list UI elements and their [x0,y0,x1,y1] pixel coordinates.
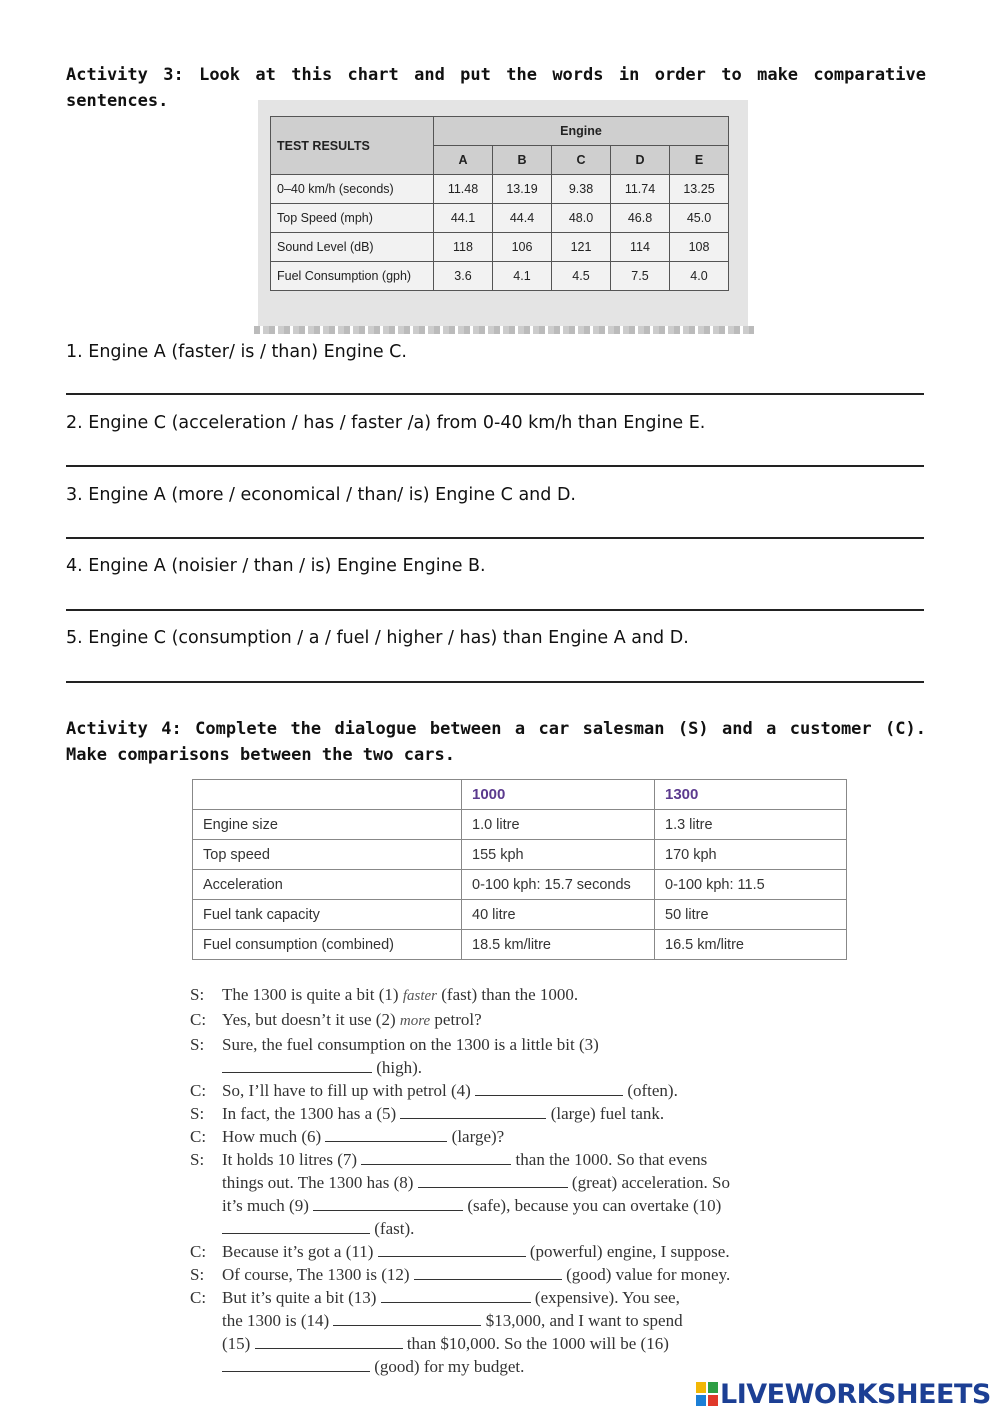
text: (good) value for money. [566,1265,731,1284]
answer-line-5[interactable] [66,681,924,683]
table-row [193,840,847,870]
engine-header-d: D [611,146,670,175]
dialogue-line [190,1102,830,1125]
cell: 13.25 [670,175,729,204]
blank-5[interactable] [400,1104,546,1119]
test-results-corner: TEST RESULTS [271,117,434,175]
text: (fast) than the 1000. [441,985,579,1004]
cell: 45.0 [670,204,729,233]
question-2: 2. Engine C (acceleration / has / faster /a) from 0-40 km/h than Engine E. [66,413,706,433]
cell: 44.1 [434,204,493,233]
test-results-scan [258,100,748,330]
answer-line-2[interactable] [66,465,924,467]
dialogue-line [190,1148,830,1240]
cell: 106 [493,233,552,262]
cell: 121 [552,233,611,262]
text: Of course, The 1300 is (12) [222,1265,410,1284]
car-comparison-table [192,779,847,960]
table-row [193,810,847,840]
blank-12[interactable] [414,1265,562,1280]
cell: 4.5 [552,262,611,291]
speaker: S: [190,1265,205,1284]
blank-8[interactable] [418,1173,568,1188]
question-5: 5. Engine C (consumption / a / fuel / higher / has) than Engine A and D. [66,628,689,648]
text: petrol? [434,1010,482,1029]
engine-header-c: C [552,146,611,175]
cell: 4.0 [670,262,729,291]
speaker: S: [190,985,205,1004]
cell: 0-100 kph: 11.5 [655,870,847,900]
cell: 40 litre [462,900,655,930]
blank-9[interactable] [313,1196,463,1211]
table-row [271,175,729,204]
cell: 7.5 [611,262,670,291]
dialogue-text [222,1008,830,1033]
activity-4-title: Activity 4: Complete the dialogue between a car salesman (S) and a customer (C). Make comparisons between the two cars. [66,719,926,765]
text: (large) fuel tank. [550,1104,665,1123]
blank-10[interactable] [222,1219,370,1234]
row-label: Fuel Consumption (gph) [271,262,434,291]
table-row [271,262,729,291]
question-1: 1. Engine A (faster/ is / than) Engine C. [66,342,407,362]
cell: 4.1 [493,262,552,291]
speaker: C: [190,1242,207,1261]
blank-7[interactable] [361,1150,511,1165]
dialogue-text [222,1240,830,1263]
cell: Fuel tank capacity [193,900,462,930]
cell: 18.5 km/litre [462,930,655,960]
cell: 16.5 km/litre [655,930,847,960]
text: (powerful) engine, I suppose. [529,1242,730,1261]
blank-11[interactable] [378,1242,526,1257]
text: (high). [376,1058,423,1077]
cell: 46.8 [611,204,670,233]
table-row [193,900,847,930]
blank-6[interactable] [325,1127,447,1142]
cell: 9.38 [552,175,611,204]
answer-line-4[interactable] [66,609,924,611]
text: Sure, the fuel consumption on the 1300 is a little bit (3) [222,1035,599,1054]
table-row [193,930,847,960]
cell: Acceleration [193,870,462,900]
text: In fact, the 1300 has a (5) [222,1104,397,1123]
liveworksheets-logo [696,1377,991,1411]
cell: 48.0 [552,204,611,233]
text: than $10,000. So the 1000 will be (16) [406,1334,669,1353]
table-row [271,204,729,233]
speaker: S: [190,1104,205,1123]
dialogue-text [222,1079,830,1102]
text: The 1300 is quite a bit (1) [222,985,399,1004]
row-label: 0–40 km/h (seconds) [271,175,434,204]
blank-15[interactable] [255,1334,403,1349]
dialogue-text [222,1125,830,1148]
answer-2: more [399,1013,431,1029]
cell: 3.6 [434,262,493,291]
text: Yes, but doesn’t it use (2) [222,1010,396,1029]
text: things out. The 1300 has (8) [222,1173,414,1192]
header-blank [193,780,462,810]
speaker: S: [190,1150,205,1169]
answer-line-1[interactable] [66,393,924,395]
text: How much (6) [222,1127,322,1146]
table-row [193,870,847,900]
question-3: 3. Engine A (more / economical / than/ is) Engine C and D. [66,485,576,505]
dialogue-line [190,1125,830,1148]
dialogue-line [190,1079,830,1102]
text: (expensive). You see, [534,1288,680,1307]
speaker: C: [190,1081,207,1100]
speaker: C: [190,1010,207,1029]
blank-13[interactable] [381,1288,531,1303]
engine-group-header: Engine [434,117,729,146]
blank-3[interactable] [222,1058,372,1073]
cell: Fuel consumption (combined) [193,930,462,960]
dialogue-text [222,1148,830,1240]
logo-icon [696,1382,718,1406]
speaker: S: [190,1035,205,1054]
text: (good) for my budget. [374,1357,525,1376]
activity-3-title: Activity 3: Look at this chart and put the words in order to make comparative sentences. [66,65,926,111]
dialogue [190,983,830,1378]
text: It holds 10 litres (7) [222,1150,358,1169]
table-row [271,233,729,262]
dialogue-line [190,1263,830,1286]
logo-text: LIVEWORKSHEETS [720,1378,991,1410]
test-results-table [270,116,729,291]
text: (often). [627,1081,678,1100]
cell: 118 [434,233,493,262]
row-label: Top Speed (mph) [271,204,434,233]
engine-header-e: E [670,146,729,175]
dialogue-text [222,1286,830,1378]
cell: 114 [611,233,670,262]
text: Because it’s got a (11) [222,1242,374,1261]
blank-16[interactable] [222,1357,370,1372]
engine-header-b: B [493,146,552,175]
answer-1: faster [402,988,437,1004]
cell: 155 kph [462,840,655,870]
text: (great) acceleration. So [571,1173,731,1192]
row-label: Sound Level (dB) [271,233,434,262]
dialogue-text [222,983,830,1008]
text: But it’s quite a bit (13) [222,1288,377,1307]
header-1000: 1000 [462,780,655,810]
dialogue-text [222,1263,830,1286]
text: (large)? [451,1127,505,1146]
text: (15) [222,1334,251,1353]
cell: Top speed [193,840,462,870]
cell: 44.4 [493,204,552,233]
cell: 13.19 [493,175,552,204]
cell: 1.3 litre [655,810,847,840]
text: it’s much (9) [222,1196,309,1215]
blank-4[interactable] [475,1081,623,1096]
dialogue-line [190,983,830,1008]
cell: Engine size [193,810,462,840]
text: the 1300 is (14) [222,1311,330,1330]
dialogue-line [190,1008,830,1033]
dialogue-text [222,1033,830,1079]
cell: 108 [670,233,729,262]
dialogue-line [190,1286,830,1378]
cell: 1.0 litre [462,810,655,840]
text: than the 1000. So that evens [515,1150,708,1169]
text: So, I’ll have to fill up with petrol (4) [222,1081,471,1100]
header-1300: 1300 [655,780,847,810]
cell: 170 kph [655,840,847,870]
text: (safe), because you can overtake (10) [467,1196,722,1215]
dialogue-line [190,1033,830,1079]
speaker: C: [190,1127,207,1146]
answer-line-3[interactable] [66,537,924,539]
dialogue-text [222,1102,830,1125]
dialogue-line [190,1240,830,1263]
cell: 50 litre [655,900,847,930]
cell: 11.74 [611,175,670,204]
engine-header-a: A [434,146,493,175]
cell: 11.48 [434,175,493,204]
cell: 0-100 kph: 15.7 seconds [462,870,655,900]
speaker: C: [190,1288,207,1307]
text: (fast). [374,1219,415,1238]
question-4: 4. Engine A (noisier / than / is) Engine Engine B. [66,556,486,576]
blank-14[interactable] [333,1311,481,1326]
text: $13,000, and I want to spend [485,1311,683,1330]
